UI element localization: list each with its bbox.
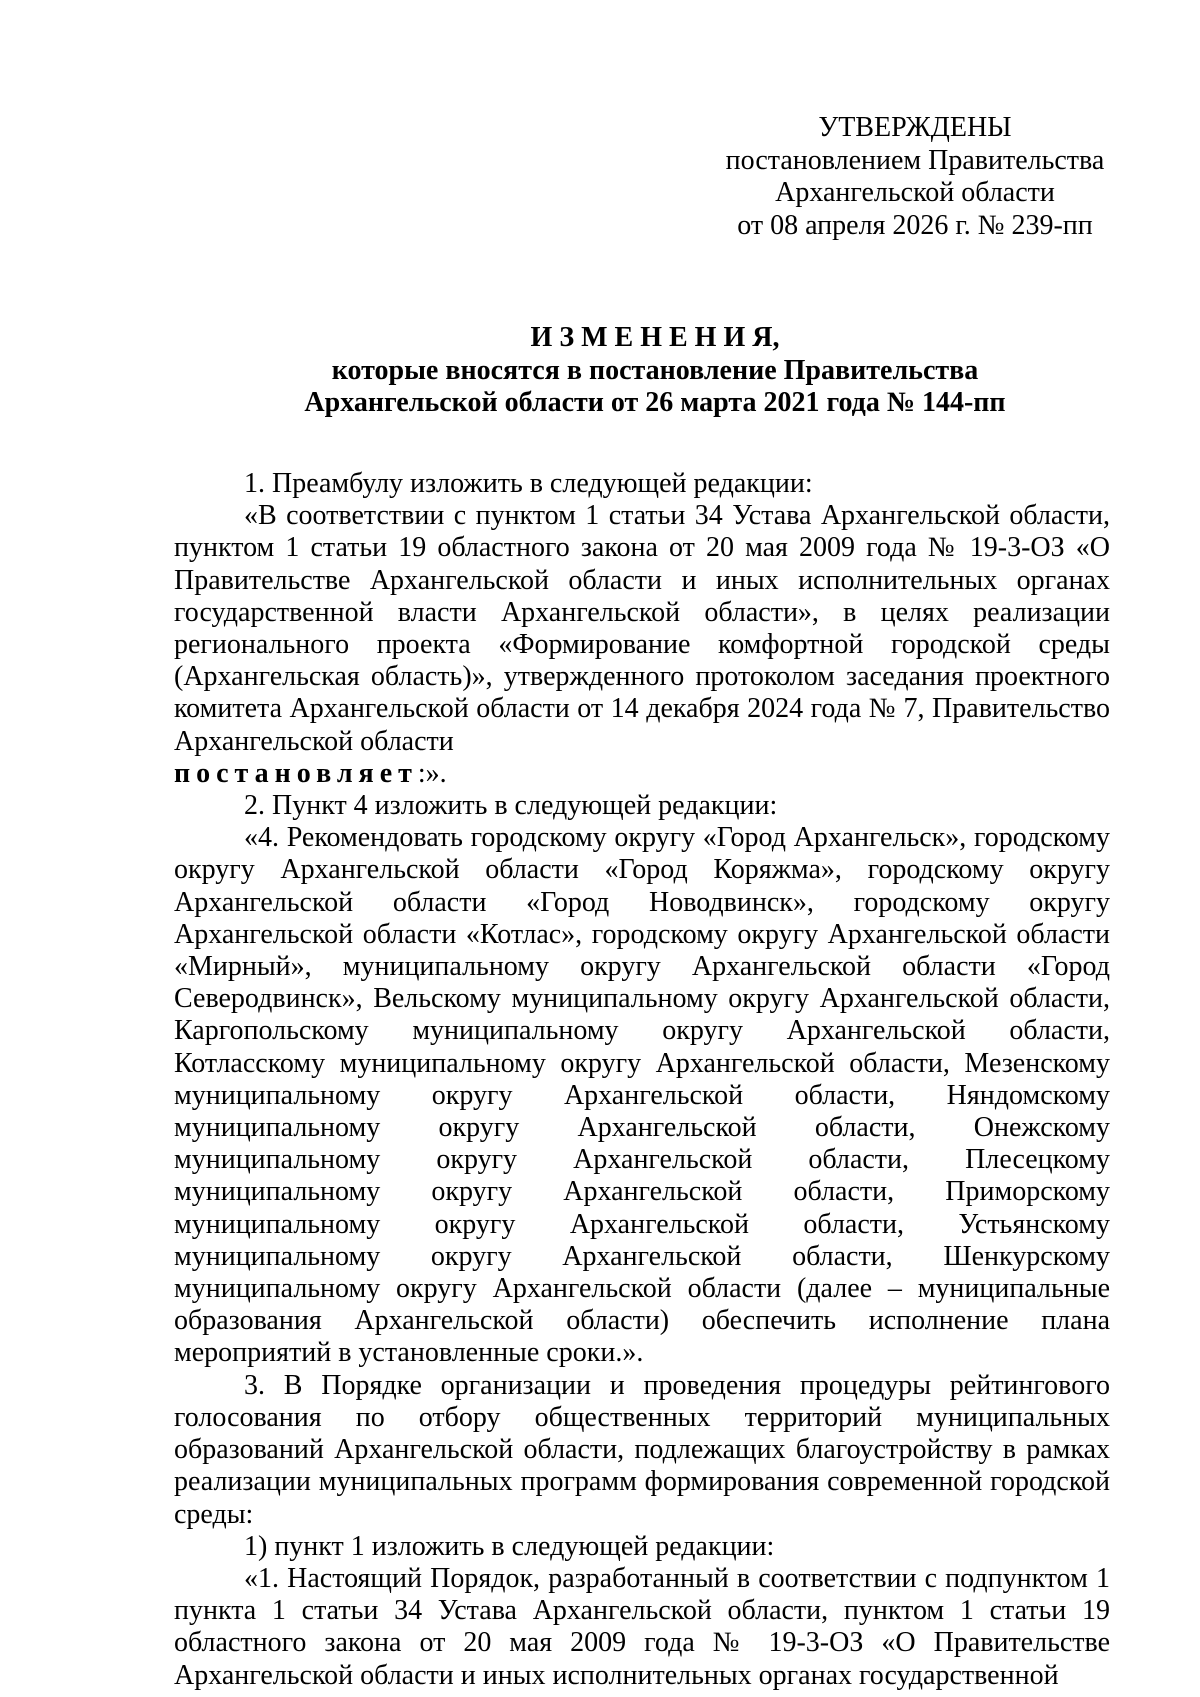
approval-date-number: от 08 апреля 2026 г. № 239-пп (737, 209, 1093, 241)
document-title (200, 322, 1110, 420)
paragraph-2-bold: постановляет (174, 757, 418, 789)
title-subtitle: которые вносятся в постановление Правительства (331, 354, 979, 386)
title-heading: И З М Е Н Е Н И Я, (530, 322, 780, 353)
paragraph-1: 1. Преамбулу изложить в следующей редакции: (244, 468, 813, 499)
approval-stamp (720, 112, 1110, 242)
document-body (174, 468, 1110, 1692)
paragraph-6: 1) пункт 1 изложить в следующей редакции: (244, 1530, 775, 1562)
approval-heading: УТВЕРЖДЕНЫ (818, 112, 1012, 143)
paragraph-2-end: :». (417, 757, 447, 789)
title-reference: Архангельской области от 26 марта 2021 года № 144-пп (304, 387, 1006, 418)
paragraph-5: 3. В Порядке организации и проведения процедуры рейтингового голосования по отбору общественных территорий муниципальных образований Архангельской области, подлежащих благоустройству в рамках реализации муниципальных программ формирования современной городской среды: (174, 1369, 1110, 1530)
paragraph-7: «1. Настоящий Порядок, разработанный в соответствии с подпунктом 1 пункта 1 статьи 34 Устава Архангельской области, пунктом 1 статьи 19 областного закона от 20 мая 2009 года № 19-3-ОЗ «О Правительстве Архангельской области и иных исполнительных органах государственной (174, 1562, 1110, 1691)
paragraph-3: 2. Пункт 4 изложить в следующей редакции: (244, 790, 778, 822)
approval-issuer: постановлением Правительства (725, 144, 1105, 176)
approval-region: Архангельской области (775, 177, 1055, 208)
paragraph-2-text: «В соответствии с пунктом 1 статьи 34 Устава Архангельской области, пунктом 1 статьи 19 областного закона от 20 мая 2009 года № 19-3-ОЗ «О Правительстве Архангельской области и иных исполнительных органах государственной власти Архангельской области», в целях реализации регионального проекта «Формирование комфортной городской среды (Архангельская область)», утвержденного протоколом заседания проектного комитета Архангельской области от 14 декабря 2024 года № 7, Правительство Архангельской области (174, 500, 1110, 757)
paragraph-4: «4. Рекомендовать городскому округу «Город Архангельск», городскому округу Архангельской области «Город Коряжма», городскому округу Архангельской области «Город Новодвинск», городскому округу Архангельской области «Котлас», городскому округу Архангельской области «Мирный», муниципальному округу Архангельской области «Город Северодвинск», Вельскому муниципальному округу Архангельской области, Каргопольскому муниципальному округу Архангельской области, Котласскому муниципальному округу Архангельской области, Мезенскому муниципальному округу Архангельской области, Няндомскому муниципальному округу Архангельской области, Онежскому муниципальному округу Архангельской области, Плесецкому муниципальному округу Архангельской области, Приморскому муниципальному округу Архангельской области, Устьянскому муниципальному округу Архангельской области, Шенкурскому муниципальному округу Архангельской области (далее – муниципальные образования Архангельской области) обеспечить исполнение плана мероприятий в установленные сроки.». (174, 822, 1110, 1369)
paragraph-2 (174, 500, 1110, 790)
